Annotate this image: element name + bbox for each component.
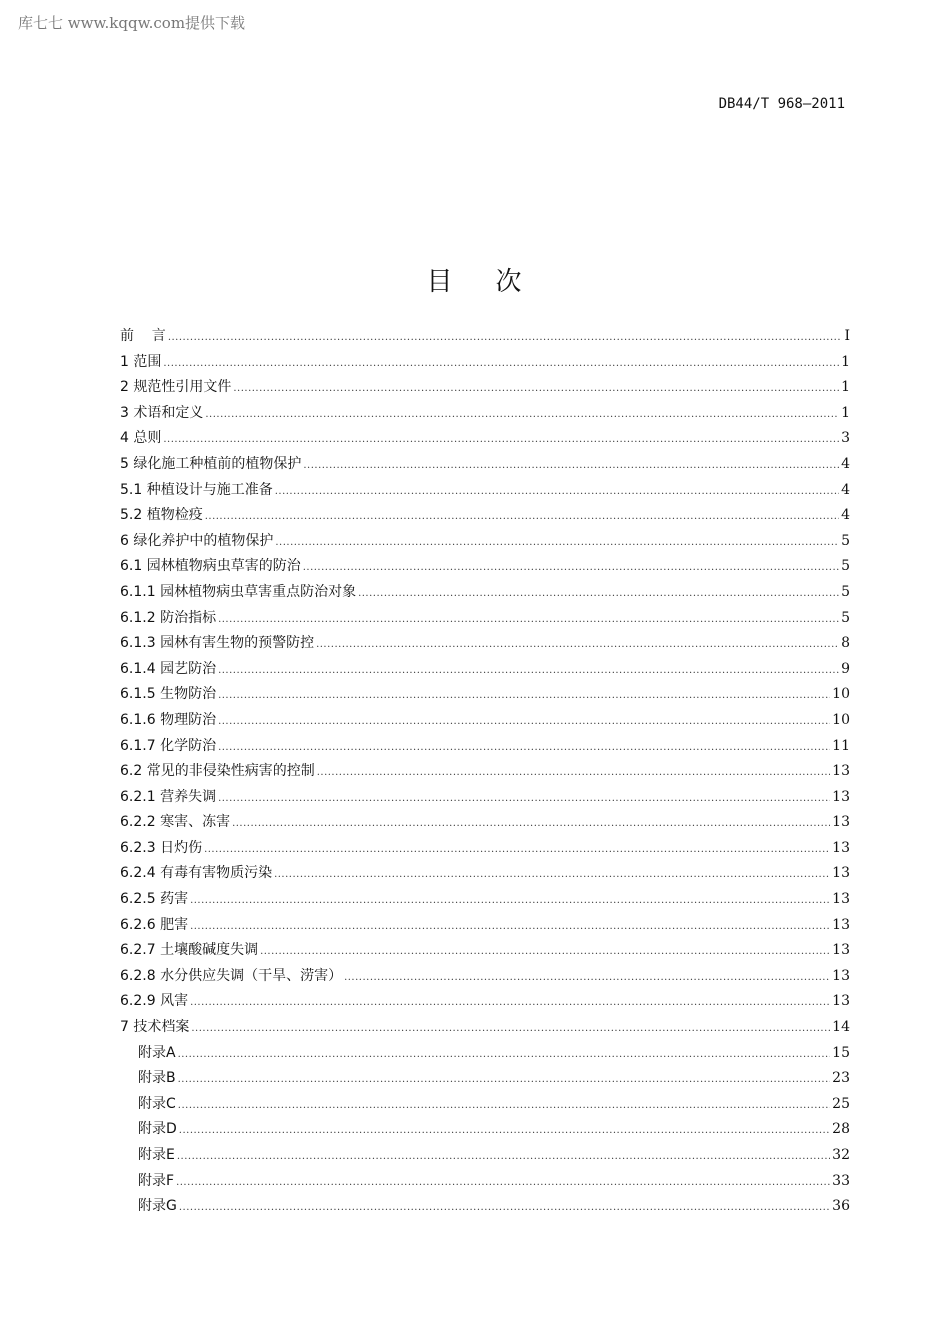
toc-entry-page: 15	[832, 1044, 850, 1061]
toc-entry[interactable]	[120, 530, 850, 556]
toc-entry-label: 6.2.8 水分供应失调（干旱、涝害）	[120, 967, 343, 984]
toc-dot-leader	[218, 665, 839, 676]
toc-dot-leader	[177, 1151, 830, 1162]
toc-entry-label: 6.2.7 土壤酸碱度失调	[120, 942, 259, 959]
toc-entry-page: 5	[841, 532, 850, 549]
toc-entry[interactable]	[120, 504, 850, 530]
toc-entry[interactable]	[120, 709, 850, 735]
toc-entry[interactable]	[120, 658, 850, 684]
toc-entry-label: 5.2 植物检疫	[120, 507, 203, 524]
toc-dot-leader	[178, 1049, 831, 1060]
toc-entry[interactable]	[120, 581, 850, 607]
toc-entry[interactable]	[120, 862, 850, 888]
toc-entry-page: 10	[832, 711, 850, 728]
toc-entry-page: 25	[832, 1095, 850, 1112]
toc-dot-leader	[316, 639, 839, 650]
toc-entry-page: 13	[832, 788, 850, 805]
toc-entry-label: 6.1.1 园林植物病虫草害重点防治对象	[120, 583, 357, 600]
toc-dot-leader	[218, 690, 830, 701]
toc-entry-page: 33	[832, 1172, 850, 1189]
toc-entry-page: 4	[841, 507, 850, 524]
toc-dot-leader	[275, 537, 839, 548]
toc-entry[interactable]	[120, 990, 850, 1016]
toc-dot-leader	[260, 946, 830, 957]
toc-entry-page: 9	[841, 660, 850, 677]
toc-entry-page: 13	[832, 839, 850, 856]
toc-entry-page: 1	[841, 353, 850, 370]
toc-entry-page: 1	[841, 379, 850, 396]
toc-entry-page: 13	[832, 942, 850, 959]
toc-entry[interactable]	[120, 914, 850, 940]
toc-entry[interactable]	[120, 735, 850, 761]
toc-entry-label: 6.2.4 有毒有害物质污染	[120, 865, 273, 882]
toc-entry-label: 6.1.4 园艺防治	[120, 660, 217, 677]
toc-entry-page: 14	[832, 1019, 850, 1036]
toc-entry[interactable]	[120, 683, 850, 709]
toc-entry[interactable]	[120, 786, 850, 812]
toc-entry-page: 5	[841, 558, 850, 575]
toc-entry[interactable]	[120, 1170, 850, 1196]
toc-entry-label: 6.2.2 寒害、冻害	[120, 814, 231, 831]
toc-dot-leader	[191, 1023, 830, 1034]
toc-entry-label: 附录C	[138, 1095, 176, 1112]
toc-dot-leader	[218, 614, 839, 625]
toc-dot-leader	[303, 460, 839, 471]
toc-entry-page: 13	[832, 993, 850, 1010]
toc-dot-leader	[163, 358, 839, 369]
toc-dot-leader	[205, 511, 839, 522]
toc-entry[interactable]	[120, 376, 850, 402]
toc-entry-label: 附录D	[138, 1121, 177, 1138]
toc-entry-page: 4	[841, 481, 850, 498]
toc-entry-page: 32	[832, 1147, 850, 1163]
toc-entry-page: 10	[832, 686, 850, 703]
toc-entry-label: 6.1.2 防治指标	[120, 609, 217, 626]
toc-entry[interactable]	[120, 1118, 850, 1144]
toc-entry-page: 13	[832, 891, 850, 908]
toc-entry-label: 6.2.6 肥害	[120, 916, 189, 933]
toc-entry-label: 附录G	[138, 1198, 177, 1215]
toc-entry-label: 6.2.5 药害	[120, 891, 189, 908]
toc-dot-leader	[358, 588, 839, 599]
toc-dot-leader	[204, 844, 830, 855]
toc-entry-label: 附录A	[138, 1044, 176, 1061]
toc-entry[interactable]	[120, 1093, 850, 1119]
toc-entry-page: 13	[832, 967, 850, 984]
toc-dot-leader	[317, 767, 830, 778]
toc-dot-leader	[168, 332, 843, 343]
toc-entry[interactable]	[120, 939, 850, 965]
toc-dot-leader	[190, 997, 830, 1008]
document-code: DB44/T 968—2011	[718, 96, 845, 112]
toc-entry-label: 6 绿化养护中的植物保护	[120, 532, 274, 549]
toc-entry-label: 2 规范性引用文件	[120, 379, 232, 396]
toc-entry-label: 附录F	[138, 1172, 175, 1189]
toc-dot-leader	[205, 409, 839, 420]
toc-dot-leader	[218, 742, 830, 753]
toc-entry[interactable]	[120, 632, 850, 658]
toc-entry-label: 6.1.3 园林有害生物的预警防控	[120, 635, 315, 652]
toc-entry[interactable]	[120, 1195, 850, 1221]
toc-entry[interactable]	[120, 427, 850, 453]
toc-entry[interactable]	[120, 453, 850, 479]
toc-entry-page: 23	[832, 1070, 850, 1087]
toc-entry[interactable]	[120, 555, 850, 581]
toc-entry[interactable]	[120, 1042, 850, 1068]
toc-entry[interactable]	[120, 402, 850, 428]
toc-entry-page: 3	[841, 430, 850, 447]
toc-entry-page: 13	[832, 814, 850, 831]
toc-entry-page: 8	[841, 635, 850, 652]
toc-entry-label: 附录B	[138, 1070, 176, 1087]
toc-entry-page: 4	[841, 455, 850, 472]
toc-entry[interactable]	[120, 1016, 850, 1042]
toc-dot-leader	[275, 486, 839, 497]
toc-entry-label: 6.2.1 营养失调	[120, 788, 217, 805]
toc-entry[interactable]	[120, 479, 850, 505]
toc-entry[interactable]	[120, 888, 850, 914]
toc-entry-label: 3 术语和定义	[120, 404, 204, 421]
toc-entry-label: 6.1.7 化学防治	[120, 737, 217, 754]
toc-entry[interactable]	[120, 965, 850, 991]
toc-entry[interactable]	[120, 1144, 850, 1170]
toc-entry[interactable]	[120, 760, 850, 786]
toc-dot-leader	[344, 972, 830, 983]
toc-dot-leader	[218, 716, 830, 727]
toc-entry[interactable]	[120, 1067, 850, 1093]
toc-entry-label: 5.1 种植设计与施工准备	[120, 481, 273, 498]
toc-dot-leader	[178, 1074, 831, 1085]
toc-entry-page: 13	[832, 916, 850, 933]
toc-entry[interactable]	[120, 325, 850, 351]
toc-entry-page: I	[844, 328, 850, 344]
toc-dot-leader	[179, 1125, 830, 1136]
toc-entry-label: 附录E	[138, 1147, 175, 1163]
toc-entry-label: 6.1 园林植物病虫草害的防治	[120, 558, 301, 575]
toc-entry-label: 前 言	[120, 328, 166, 344]
watermark-text: 库七七 www.kqqw.com提供下载	[18, 14, 246, 32]
toc-entry-label: 6.2 常见的非侵染性病害的控制	[120, 763, 315, 780]
page-title: 目 次	[426, 267, 524, 298]
toc-entry-label: 6.1.5 生物防治	[120, 686, 217, 703]
toc-entry-label: 5 绿化施工种植前的植物保护	[120, 455, 302, 472]
toc-dot-leader	[178, 1100, 830, 1111]
table-of-contents	[120, 325, 850, 1221]
toc-dot-leader	[274, 869, 830, 880]
toc-entry-label: 6.2.9 风害	[120, 993, 189, 1010]
toc-dot-leader	[233, 383, 839, 394]
toc-dot-leader	[190, 921, 830, 932]
toc-dot-leader	[303, 562, 839, 573]
toc-dot-leader	[179, 1202, 830, 1213]
toc-dot-leader	[163, 434, 839, 445]
toc-entry-label: 1 范围	[120, 353, 162, 370]
toc-entry-page: 36	[832, 1198, 850, 1215]
toc-entry[interactable]	[120, 837, 850, 863]
toc-entry-page: 5	[841, 609, 850, 626]
toc-entry-page: 5	[841, 583, 850, 600]
toc-dot-leader	[218, 793, 830, 804]
toc-entry[interactable]	[120, 607, 850, 633]
toc-entry-label: 6.2.3 日灼伤	[120, 839, 203, 856]
toc-entry-label: 4 总则	[120, 430, 162, 447]
toc-entry[interactable]	[120, 351, 850, 377]
toc-dot-leader	[190, 895, 830, 906]
toc-dot-leader	[232, 818, 830, 829]
toc-entry[interactable]	[120, 811, 850, 837]
toc-dot-leader	[176, 1177, 830, 1188]
toc-entry-label: 6.1.6 物理防治	[120, 711, 217, 728]
toc-entry-page: 13	[832, 865, 850, 882]
toc-entry-page: 11	[832, 737, 850, 754]
toc-entry-page: 13	[832, 763, 850, 780]
toc-entry-label: 7 技术档案	[120, 1019, 190, 1036]
toc-entry-page: 28	[832, 1121, 850, 1138]
toc-entry-page: 1	[841, 404, 850, 421]
